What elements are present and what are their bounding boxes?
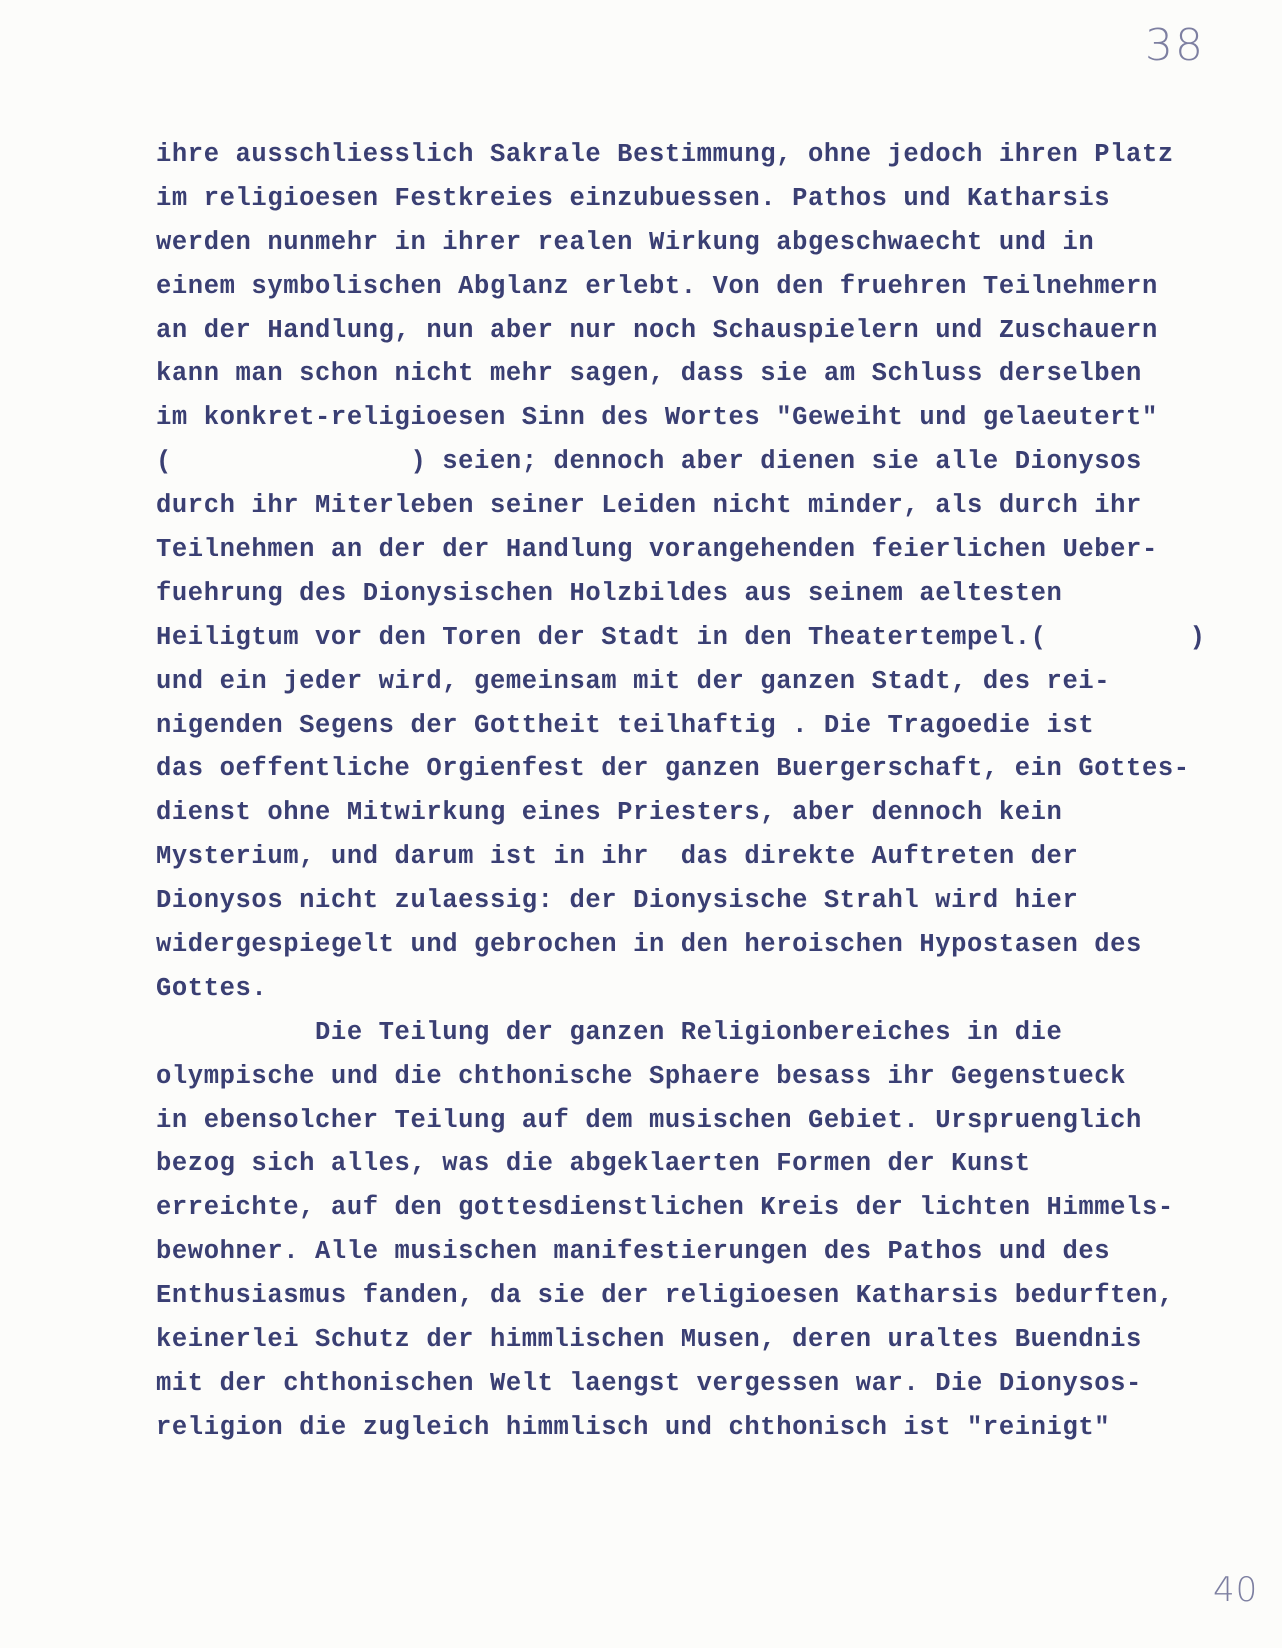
text-line: einem symbolischen Abglanz erlebt. Von den fruehren Teilnehmern: [156, 271, 1158, 301]
text-line: Enthusiasmus fanden, da sie der religioesen Katharsis bedurften,: [156, 1281, 1174, 1311]
text-line: Heiligtum vor den Toren der Stadt in den Theatertempel.( ): [156, 622, 1206, 652]
page-number-top: 38: [1145, 20, 1205, 71]
text-line: dienst ohne Mitwirkung eines Priesters, aber dennoch kein: [156, 798, 1063, 828]
text-line: im religioesen Festkreies einzubuessen. Pathos und Katharsis: [156, 183, 1111, 213]
text-line: Teilnehmen an der der Handlung vorangehenden feierlichen Ueber-: [156, 535, 1158, 565]
text-line: in ebensolcher Teilung auf dem musischen Gebiet. Urspruenglich: [156, 1105, 1142, 1135]
text-line: fuehrung des Dionysischen Holzbildes aus seinem aeltesten: [156, 578, 1063, 608]
text-line: keinerlei Schutz der himmlischen Musen, deren uraltes Buendnis: [156, 1325, 1142, 1355]
text-line: bewohner. Alle musischen manifestierungen des Pathos und des: [156, 1237, 1111, 1267]
text-line: kann man schon nicht mehr sagen, dass sie am Schluss derselben: [156, 359, 1142, 389]
text-line: werden nunmehr in ihrer realen Wirkung abgeschwaecht und in: [156, 227, 1095, 257]
text-line: erreichte, auf den gottesdienstlichen Kreis der lichten Himmels-: [156, 1193, 1174, 1223]
text-line: im konkret-religioesen Sinn des Wortes "Geweiht und gelaeutert": [156, 403, 1158, 433]
text-line: und ein jeder wird, gemeinsam mit der ganzen Stadt, des rei-: [156, 666, 1111, 696]
text-line: Gottes.: [156, 973, 268, 1003]
text-line: das oeffentliche Orgienfest der ganzen Buergerschaft, ein Gottes-: [156, 754, 1190, 784]
text-line: religion die zugleich himmlisch und chthonisch ist "reinigt": [156, 1412, 1111, 1442]
typed-text-body: [156, 133, 1206, 1450]
page-number-bottom: 40: [1213, 1570, 1259, 1610]
text-line: bezog sich alles, was die abgeklaerten Formen der Kunst: [156, 1149, 1031, 1179]
text-line: olympische und die chthonische Sphaere besass ihr Gegenstueck: [156, 1061, 1127, 1091]
text-line: Mysterium, und darum ist in ihr das direkte Auftreten der: [156, 842, 1079, 872]
text-line: Dionysos nicht zulaessig: der Dionysische Strahl wird hier: [156, 886, 1079, 916]
text-line: mit der chthonischen Welt laengst vergessen war. Die Dionysos-: [156, 1368, 1142, 1398]
text-line: durch ihr Miterleben seiner Leiden nicht minder, als durch ihr: [156, 491, 1142, 521]
text-line: nigenden Segens der Gottheit teilhaftig . Die Tragoedie ist: [156, 710, 1095, 740]
text-line: Die Teilung der ganzen Religionbereiches in die: [156, 1017, 1063, 1047]
text-line: widergespiegelt und gebrochen in den heroischen Hypostasen des: [156, 930, 1142, 960]
text-line: ihre ausschliesslich Sakrale Bestimmung, ohne jedoch ihren Platz: [156, 140, 1174, 169]
text-line: ( ) seien; dennoch aber dienen sie alle Dionysos: [156, 447, 1142, 477]
text-line: an der Handlung, nun aber nur noch Schauspielern und Zuschauern: [156, 315, 1158, 345]
